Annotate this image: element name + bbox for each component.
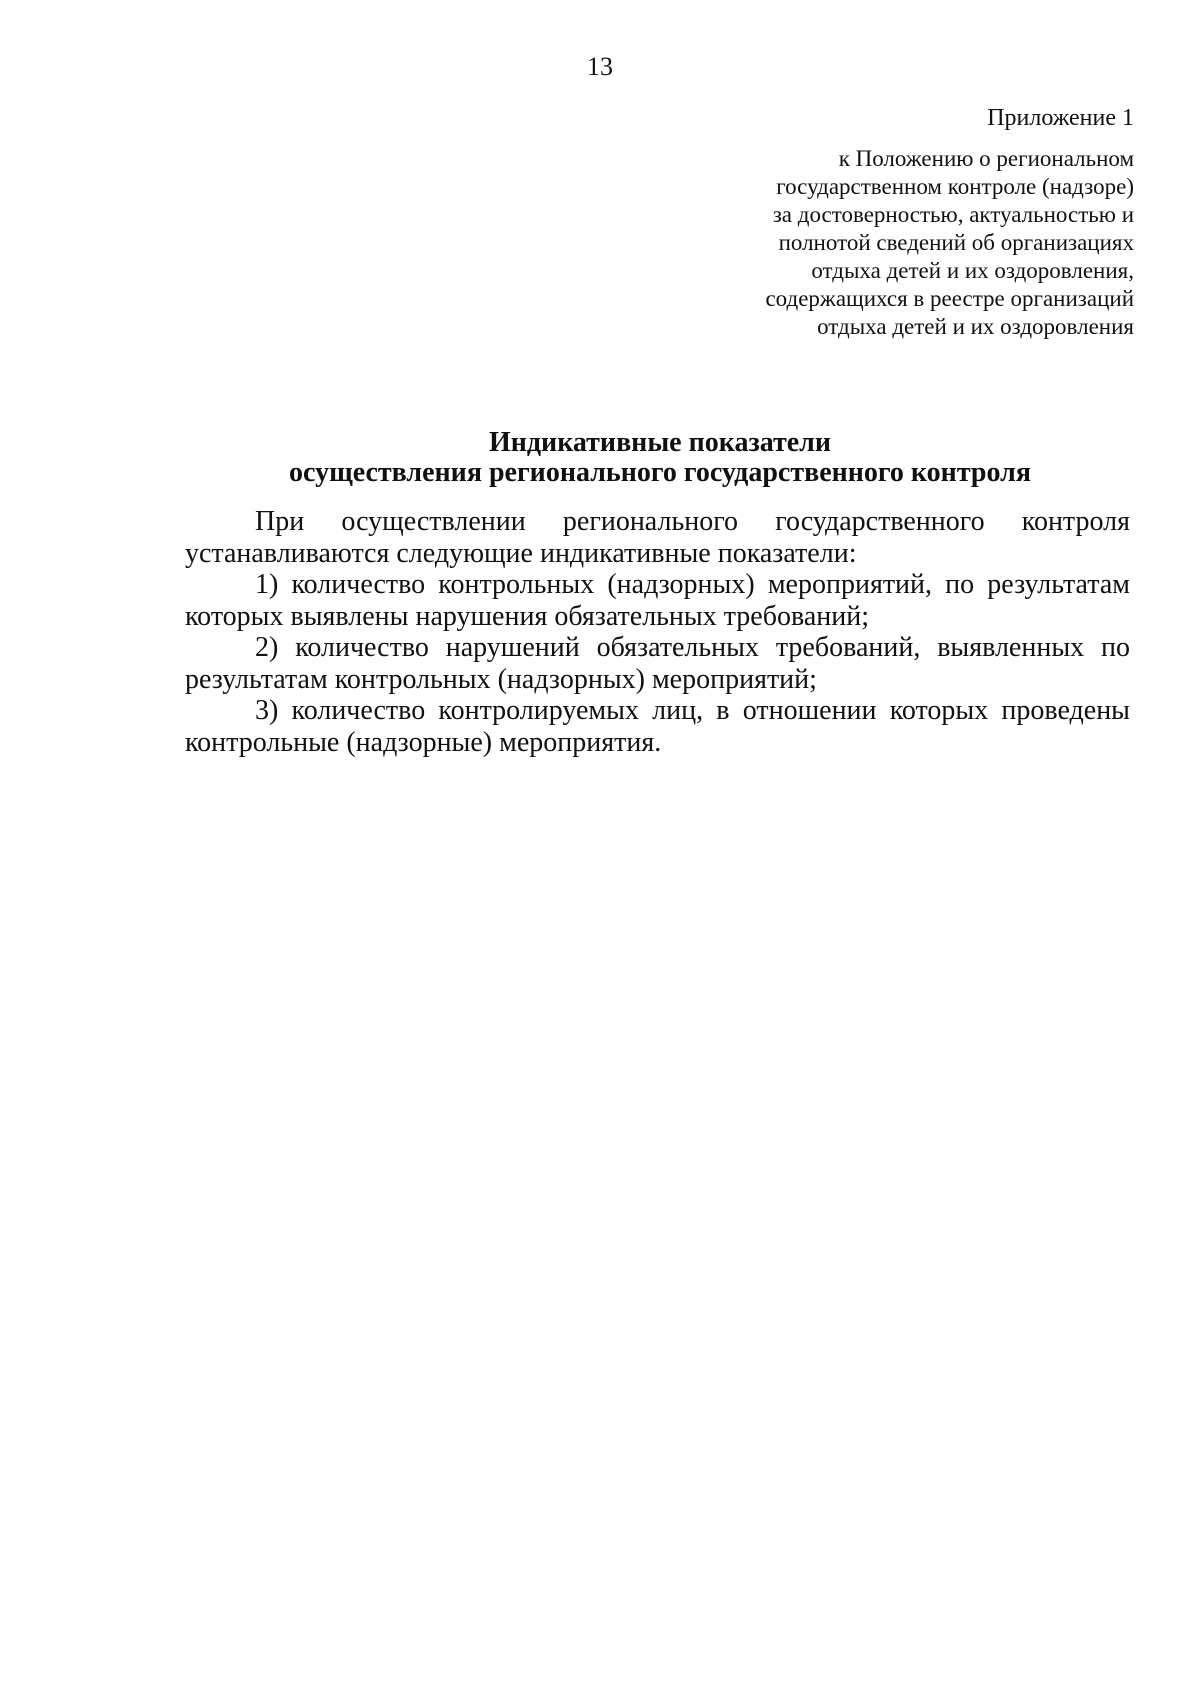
appendix-reference-line: отдыха детей и их оздоровления	[817, 314, 1134, 339]
document-title	[0, 428, 1200, 488]
indicator-item-1: 1) количество контрольных (надзорных) мероприятий, по результатам которых выявлены нарушения обязательных требований;	[185, 569, 1130, 632]
appendix-label: Приложение 1	[987, 105, 1134, 131]
appendix-reference-line: содержащихся в реестре организаций	[765, 286, 1134, 311]
appendix-reference-line: за достоверностью, актуальностью и	[772, 202, 1134, 227]
appendix-reference-line: полнотой сведений об организациях	[778, 230, 1134, 255]
document-body	[185, 506, 1130, 758]
indicator-item-3: 3) количество контролируемых лиц, в отношении которых проведены контрольные (надзорные) мероприятия.	[185, 695, 1130, 758]
document-title-line-1: Индикативные показатели	[488, 427, 831, 458]
intro-paragraph: При осуществлении регионального государственного контроля устанавливаются следующие индикативные показатели:	[185, 506, 1130, 569]
page-number: 13	[587, 52, 613, 81]
appendix-reference	[654, 145, 1134, 341]
appendix-reference-line: отдыха детей и их оздоровления,	[811, 258, 1134, 283]
appendix-reference-line: государственном контроле (надзоре)	[776, 174, 1134, 199]
appendix-reference-line: к Положению о региональном	[838, 146, 1134, 171]
document-title-line-2: осуществления регионального государственного контроля	[289, 457, 1031, 488]
indicator-item-2: 2) количество нарушений обязательных требований, выявленных по результатам контрольных (надзорных) мероприятий;	[185, 632, 1130, 695]
